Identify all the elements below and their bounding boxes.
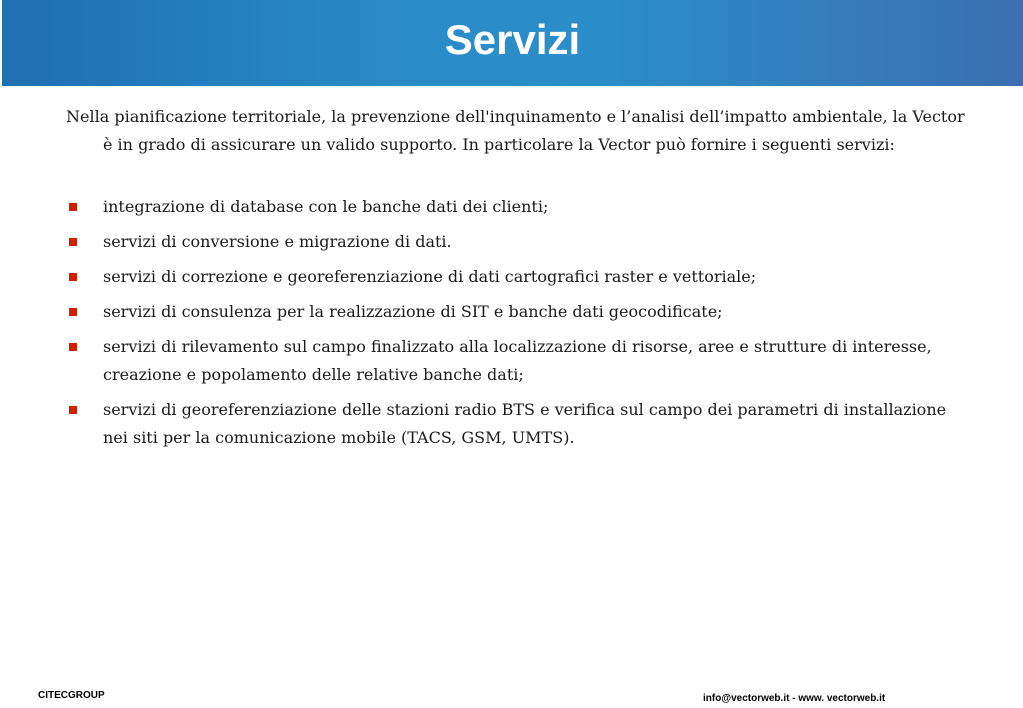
square-bullet-icon xyxy=(69,343,77,351)
square-bullet-icon xyxy=(69,273,77,281)
slide-body xyxy=(66,103,971,459)
list-item-text: integrazione di database con le banche dati dei clienti; xyxy=(103,197,549,216)
square-bullet-icon xyxy=(69,406,77,414)
square-bullet-icon xyxy=(69,238,77,246)
list-item xyxy=(66,298,971,326)
list-item xyxy=(66,333,971,389)
list-item-text: servizi di rilevamento sul campo finalizzato alla localizzazione di risorse, aree e strutture di interesse, creazione e popolamento delle relative banche dati; xyxy=(103,337,932,384)
list-item xyxy=(66,263,971,291)
list-item xyxy=(66,193,971,221)
intro-paragraph: Nella pianificazione territoriale, la prevenzione dell'inquinamento e l’analisi dell’impatto ambientale, la Vector è in grado di assicurare un valido supporto. In particolare la Vector può fornire i seguenti servizi: xyxy=(66,107,965,154)
list-item xyxy=(66,228,971,256)
slide-title: Servizi xyxy=(444,16,581,63)
services-list xyxy=(66,193,971,452)
square-bullet-icon xyxy=(69,308,77,316)
footer-company: CITECGROUP xyxy=(38,690,105,701)
list-item-text: servizi di consulenza per la realizzazione di SIT e banche dati geocodificate; xyxy=(103,302,723,321)
list-item xyxy=(66,396,971,452)
list-item-text: servizi di georeferenziazione delle stazioni radio BTS e verifica sul campo dei parametri di installazione nei siti per la comunicazione mobile (TACS, GSM, UMTS). xyxy=(103,400,947,447)
title-banner xyxy=(2,0,1023,86)
list-item-text: servizi di correzione e georeferenziazione di dati cartografici raster e vettoriale; xyxy=(103,267,757,286)
square-bullet-icon xyxy=(69,203,77,211)
footer-contact: info@vectorweb.it - www. vectorweb.it xyxy=(703,693,886,704)
list-item-text: servizi di conversione e migrazione di dati. xyxy=(103,232,452,251)
